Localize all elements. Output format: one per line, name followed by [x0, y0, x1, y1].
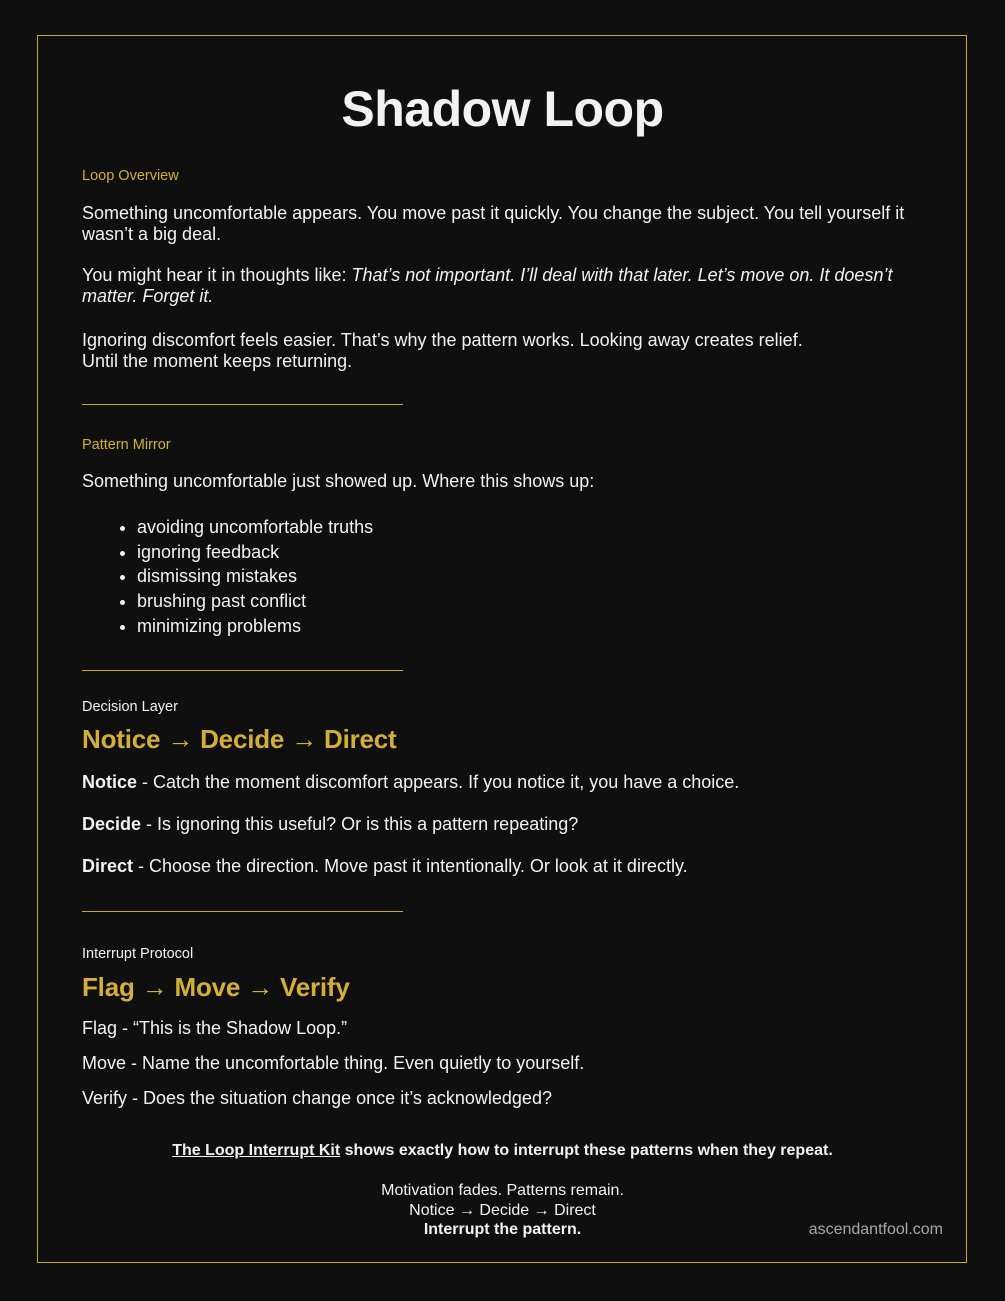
overview-paragraph-3-line-1: Ignoring discomfort feels easier. That’s why the pattern works. Looking away creates relief. — [82, 330, 803, 350]
overview-thoughts-italic: That’s not important. I’ll deal with that later. Let’s move on. It doesn’t matter. Forget it. — [82, 265, 893, 306]
list-item: • dismissing mistakes — [137, 564, 917, 589]
site-url[interactable]: ascendantfool.com — [808, 1221, 943, 1238]
mirror-list — [82, 515, 917, 639]
decision-text: - Choose the direction. Move past it intentionally. Or look at it directly. — [133, 856, 688, 876]
motto-line-2: Notice → Decide → Direct — [409, 1202, 596, 1219]
decision-heading: Notice → Decide → Direct — [82, 724, 397, 754]
pattern-mirror-section — [82, 437, 917, 453]
overview-paragraph-3 — [82, 330, 917, 372]
motto-line-1: Motivation fades. Patterns remain. — [381, 1182, 624, 1199]
decision-row-notice — [82, 772, 917, 793]
list-item: • avoiding uncomfortable truths — [137, 515, 917, 540]
kit-callout-text: shows exactly how to interrupt these patterns when they repeat. — [340, 1142, 833, 1159]
decision-row-direct — [82, 856, 917, 877]
interrupt-row: Verify - Does the situation change once it’s acknowledged? — [82, 1088, 552, 1108]
interrupt-row-verify — [82, 1088, 917, 1109]
section-divider — [82, 911, 403, 912]
interrupt-heading: Flag → Move → Verify — [82, 972, 350, 1002]
mirror-intro-wrap — [82, 471, 917, 492]
kit-link[interactable]: The Loop Interrupt Kit — [172, 1142, 341, 1159]
overview-paragraph-1: Something uncomfortable appears. You move past it quickly. You change the subject. You tell yourself it wasn’t a big deal. — [82, 203, 905, 244]
interrupt-protocol-section — [82, 946, 917, 962]
pattern-mirror-label: Pattern Mirror — [82, 437, 171, 453]
decision-term: Direct — [82, 856, 134, 876]
overview-paragraph-3-wrap — [82, 330, 917, 372]
decision-row-decide — [82, 814, 917, 835]
decision-term: Decide — [82, 814, 142, 834]
loop-overview-section — [82, 168, 917, 184]
section-divider — [82, 670, 403, 671]
section-divider — [82, 404, 403, 405]
decision-term: Notice — [82, 772, 138, 792]
list-item: • ignoring feedback — [137, 540, 917, 565]
interrupt-heading-wrap — [82, 972, 917, 1003]
motto-line-3: Interrupt the pattern. — [423, 1221, 582, 1238]
interrupt-protocol-label: Interrupt Protocol — [82, 946, 194, 962]
interrupt-row-move — [82, 1053, 917, 1074]
interrupt-row: Flag - “This is the Shadow Loop.” — [82, 1018, 348, 1038]
overview-paragraph-2 — [82, 265, 917, 307]
decision-text: - Is ignoring this useful? Or is this a pattern repeating? — [141, 814, 579, 834]
page-title: Shadow Loop — [341, 81, 664, 137]
overview-paragraph-2-lead: You might hear it in thoughts like: — [82, 265, 352, 285]
mirror-list-wrap — [82, 515, 917, 639]
decision-layer-label: Decision Layer — [82, 699, 178, 715]
overview-paragraph-2-wrap — [82, 265, 917, 307]
overview-paragraph-1-wrap — [82, 203, 917, 245]
interrupt-row: Move - Name the uncomfortable thing. Even quietly to yourself. — [82, 1053, 585, 1073]
list-item: • minimizing problems — [137, 614, 917, 639]
decision-text: - Catch the moment discomfort appears. If you notice it, you have a choice. — [137, 772, 740, 792]
interrupt-row-flag — [82, 1018, 917, 1039]
kit-callout — [0, 1142, 1005, 1160]
mirror-intro: Something uncomfortable just showed up. Where this shows up: — [82, 471, 595, 491]
list-item: • brushing past conflict — [137, 589, 917, 614]
decision-layer-section — [82, 699, 917, 715]
overview-paragraph-3-line-2: Until the moment keeps returning. — [82, 351, 353, 371]
decision-heading-wrap — [82, 724, 917, 755]
loop-overview-label: Loop Overview — [82, 168, 179, 184]
